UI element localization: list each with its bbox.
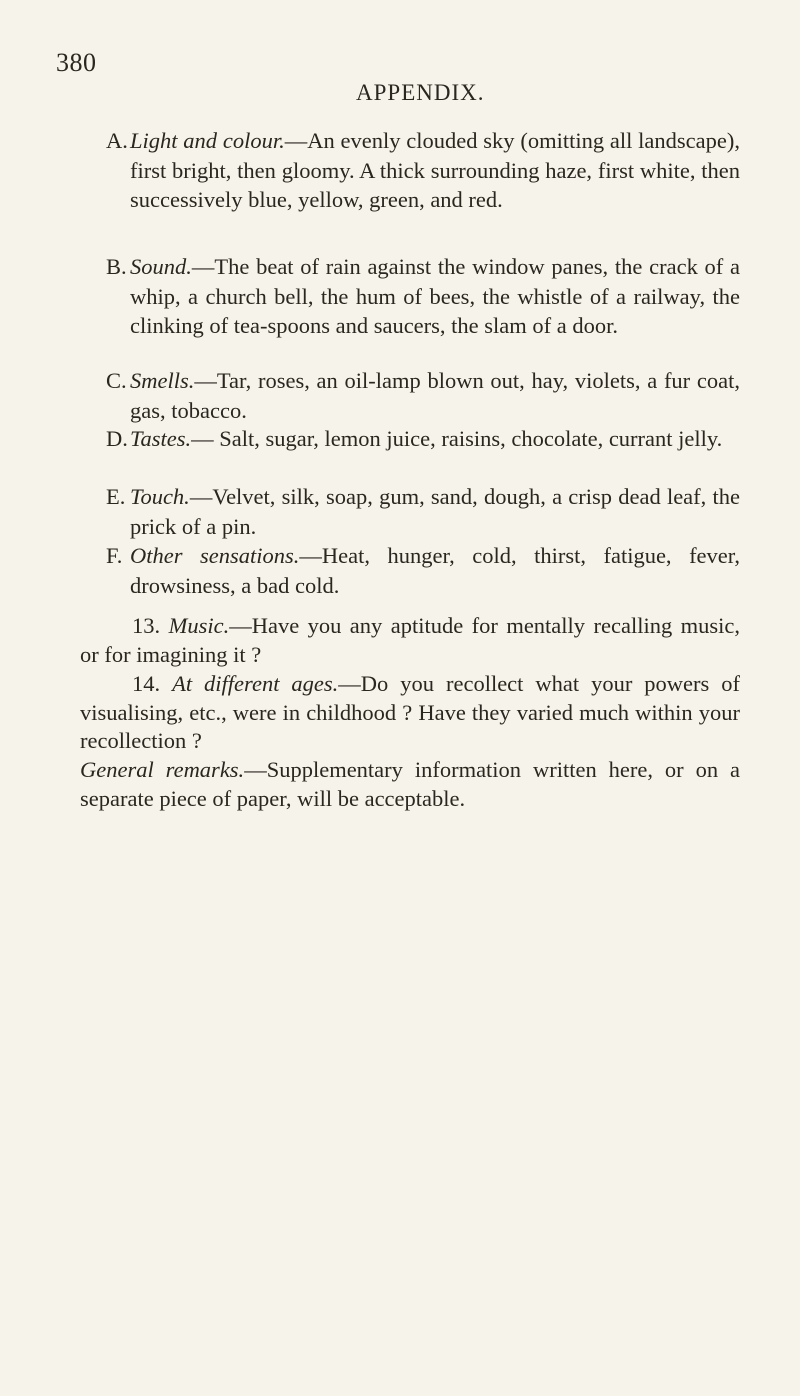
page-number: 380 — [56, 48, 97, 77]
section-letter: E. — [106, 484, 126, 509]
section-text: —An evenly clouded sky (omitting all landscape), first bright, then gloomy. A thick surrounding haze, first white, then successively blue, yellow, green, and red. — [130, 128, 740, 212]
section-a — [106, 126, 740, 215]
section-heading: Sound. — [130, 254, 192, 279]
general-remarks — [80, 756, 740, 813]
running-head: APPENDIX. — [356, 80, 485, 105]
section-letter: A. — [106, 128, 128, 153]
section-letter: B. — [106, 254, 127, 279]
section-heading: Touch. — [130, 484, 190, 509]
question-14 — [80, 670, 740, 756]
section-d — [106, 424, 740, 454]
question-heading: Music. — [168, 613, 230, 638]
section-heading: Smells. — [130, 368, 195, 393]
section-text: —Tar, roses, an oil-lamp blown out, hay, violets, a fur coat, gas, tobacco. — [130, 368, 740, 423]
section-c — [106, 366, 740, 425]
section-letter: F. — [106, 543, 123, 568]
section-text: —The beat of rain against the window panes, the crack of a whip, a church bell, the hum of bees, the whistle of a railway, the clinking of tea-spoons and saucers, the slam of a door. — [130, 254, 740, 338]
question-text: —Supplementary information written here, or on a separate piece of paper, will be acceptable. — [80, 757, 740, 811]
section-e — [106, 482, 740, 541]
section-text: — Salt, sugar, lemon juice, raisins, chocolate, currant jelly. — [191, 426, 723, 451]
question-heading: General remarks. — [80, 757, 245, 782]
question-number: 13. — [132, 613, 161, 638]
section-heading: Light and colour. — [130, 128, 285, 153]
question-number: 14. — [132, 671, 161, 696]
question-heading: At different ages. — [172, 671, 339, 696]
section-f — [106, 541, 740, 600]
question-13 — [80, 612, 740, 669]
question-text: —Have you any aptitude for mentally recalling music, or for imagining it ? — [80, 613, 741, 667]
section-text: —Heat, hunger, cold, thirst, fatigue, fever, drowsiness, a bad cold. — [130, 543, 740, 598]
section-heading: Tastes. — [130, 426, 192, 451]
section-letter: D. — [106, 426, 128, 451]
section-letter: C. — [106, 368, 127, 393]
question-text: —Do you recollect what your powers of visualising, etc., were in childhood ? Have they varied much within your recollection ? — [80, 671, 740, 753]
section-heading: Other sensations. — [130, 543, 300, 568]
section-text: —Velvet, silk, soap, gum, sand, dough, a crisp dead leaf, the prick of a pin. — [130, 484, 740, 539]
section-b — [106, 252, 740, 341]
